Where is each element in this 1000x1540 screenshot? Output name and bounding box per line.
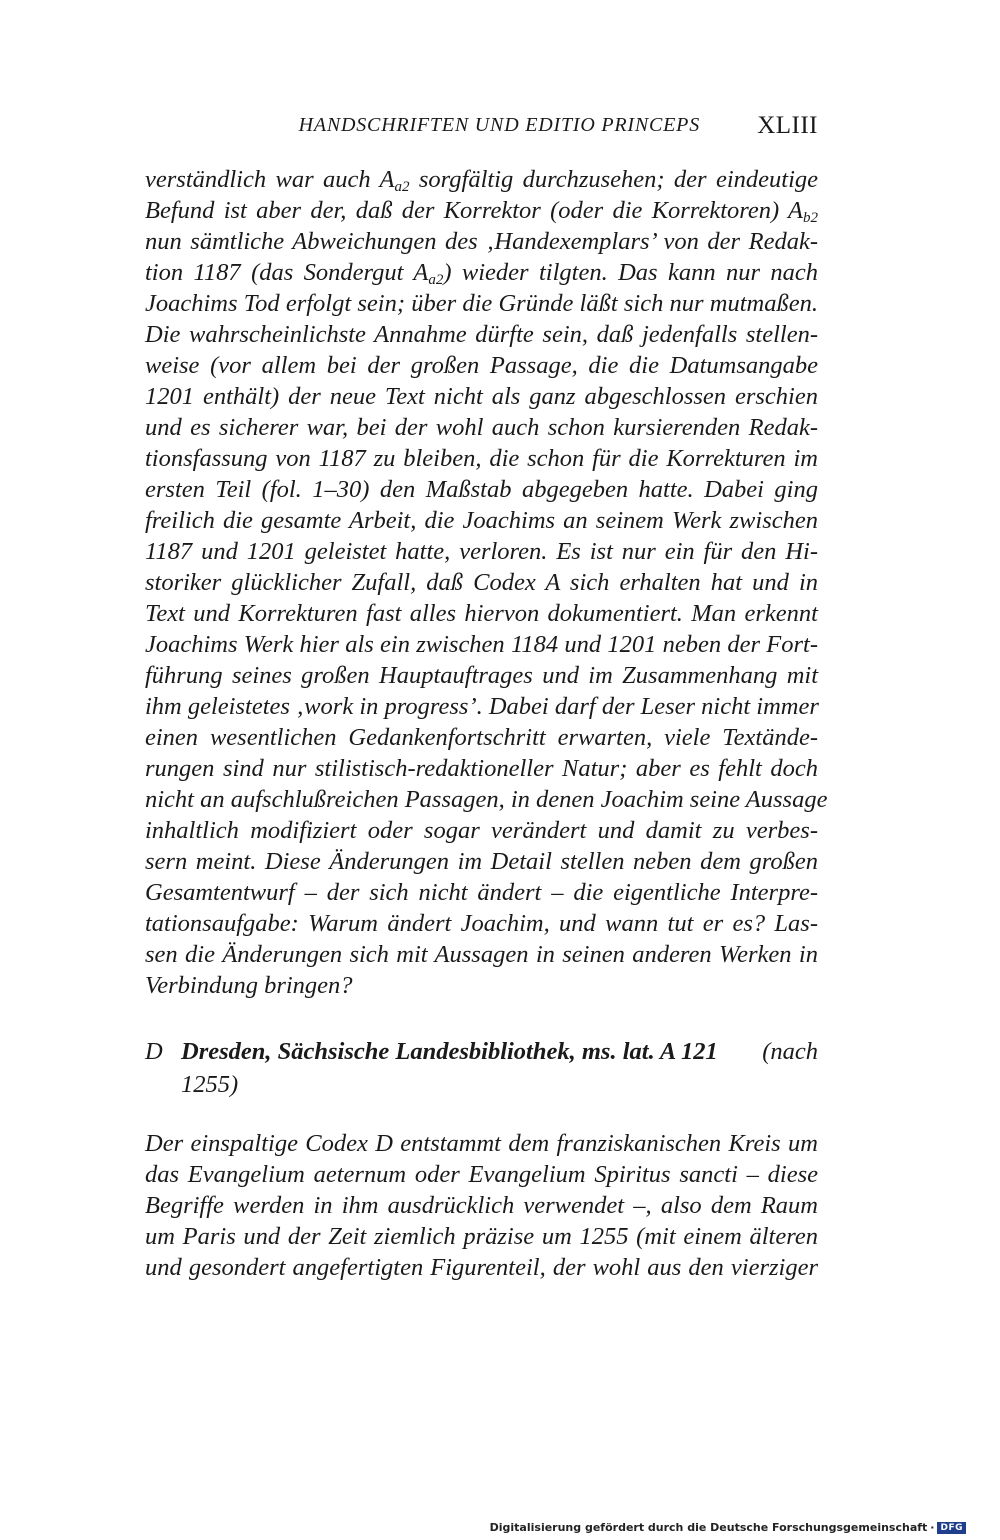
text-line: Begriffe werden in ihm ausdrücklich verwendet –, also dem Raum <box>145 1192 818 1219</box>
text-line: Die wahrscheinlichste Annahme dürfte sein, daß jedenfalls stellen- <box>145 321 818 348</box>
paragraph-codex-a <box>145 164 828 1001</box>
text-line: Text und Korrekturen fast alles hiervon dokumentiert. Man erkennt <box>145 600 818 627</box>
text-line: inhaltlich modifiziert oder sogar verändert und damit zu verbes- <box>145 817 818 844</box>
text-line: tionsfassung von 1187 zu bleiben, die schon für die Korrekturen im <box>145 445 818 472</box>
running-title: HANDSCHRIFTEN UND EDITIO PRINCEPS <box>298 114 700 136</box>
text-line: rungen sind nur stilistisch-redaktioneller Natur; aber es fehlt doch <box>145 755 818 782</box>
paragraph-codex-d <box>145 1128 818 1283</box>
text-line: nun sämtliche Abweichungen des ‚Handexemplars’ von der Redak- <box>145 228 818 255</box>
text-line: das Evangelium aeternum oder Evangelium Spiritus sancti – diese <box>145 1161 818 1188</box>
text-line: nicht an aufschlußreichen Passagen, in denen Joachim seine Aussage <box>145 786 828 813</box>
text-line: Der einspaltige Codex D entstammt dem franziskanischen Kreis um <box>145 1130 818 1157</box>
text-line: storiker glücklicher Zufall, daß Codex A sich erhalten hat und in <box>145 569 818 596</box>
text-line: und es sicherer war, bei der wohl auch schon kursierenden Redak- <box>145 414 818 441</box>
text-line: Verbindung bringen? <box>145 972 353 999</box>
text-line: führung seines großen Hauptauftrages und im Zusammenhang mit <box>145 662 818 689</box>
running-head <box>145 112 818 142</box>
text-line: sen die Änderungen sich mit Aussagen in seinen anderen Werken in <box>145 941 818 968</box>
section-heading-codex-d <box>145 1035 818 1101</box>
text-line: Joachims Werk hier als ein zwischen 1184 und 1201 neben der Fort- <box>145 631 818 658</box>
text-line: 1201 enthält) der neue Text nicht als ganz abgeschlossen erschien <box>145 383 818 410</box>
manuscript-date-cont: 1255) <box>181 1071 239 1098</box>
footer-text: Digitalisierung gefördert durch die Deutsche Forschungsgemeinschaft <box>489 1521 928 1534</box>
text-line: einen wesentlichen Gedankenfortschritt erwarten, viele Textände- <box>145 724 818 751</box>
page-number: XLIII <box>757 112 818 139</box>
text-line: tion 1187 (das Sondergut $A_{a2}$) wieder tilgten. Das kann nur nach <box>145 259 818 288</box>
text-line: Gesamtentwurf – der sich nicht ändert – die eigentliche Interpre- <box>145 879 818 906</box>
text-line: Joachims Tod erfolgt sein; über die Gründe läßt sich nur mutmaßen. <box>145 290 818 317</box>
text-line: weise (vor allem bei der großen Passage, die die Datumsangabe <box>145 352 818 379</box>
text-line: freilich die gesamte Arbeit, die Joachims an seinem Werk zwischen <box>145 507 818 534</box>
section-heading-line <box>145 1035 818 1068</box>
siglum: D <box>145 1038 163 1065</box>
text-line: Befund ist aber der, daß der Korrektor (oder die Korrektoren) $A_{b2}$ <box>145 197 818 226</box>
text-line: ersten Teil (fol. 1–30) den Maßstab abgegeben hatte. Dabei ging <box>145 476 818 503</box>
dfg-logo-icon: DFG <box>937 1522 966 1534</box>
text-line: und gesondert angefertigten Figurenteil, der wohl aus den vierziger <box>145 1254 818 1281</box>
text-line: tationsaufgabe: Warum ändert Joachim, und wann tut er es? Las- <box>145 910 818 937</box>
text-line: verständlich war auch $A_{a2}$ sorgfältig durchzusehen; der eindeutige <box>145 166 818 195</box>
manuscript-title: Dresden, Sächsische Landesbibliothek, ms. lat. A 121 <box>181 1038 718 1065</box>
digitization-footer: Digitalisierung gefördert durch die Deutsche Forschungsgemeinschaft · DFG <box>490 1521 966 1534</box>
manuscript-date: (nach <box>762 1038 818 1065</box>
text-line: sern meint. Diese Änderungen im Detail stellen neben dem großen <box>145 848 818 875</box>
text-line: 1187 und 1201 geleistet hatte, verloren. Es ist nur ein für den Hi- <box>145 538 818 565</box>
text-line: um Paris und der Zeit ziemlich präzise um 1255 (mit einem älteren <box>145 1223 818 1250</box>
text-line: ihm geleistetes ‚work in progress’. Dabei darf der Leser nicht immer <box>145 693 819 720</box>
